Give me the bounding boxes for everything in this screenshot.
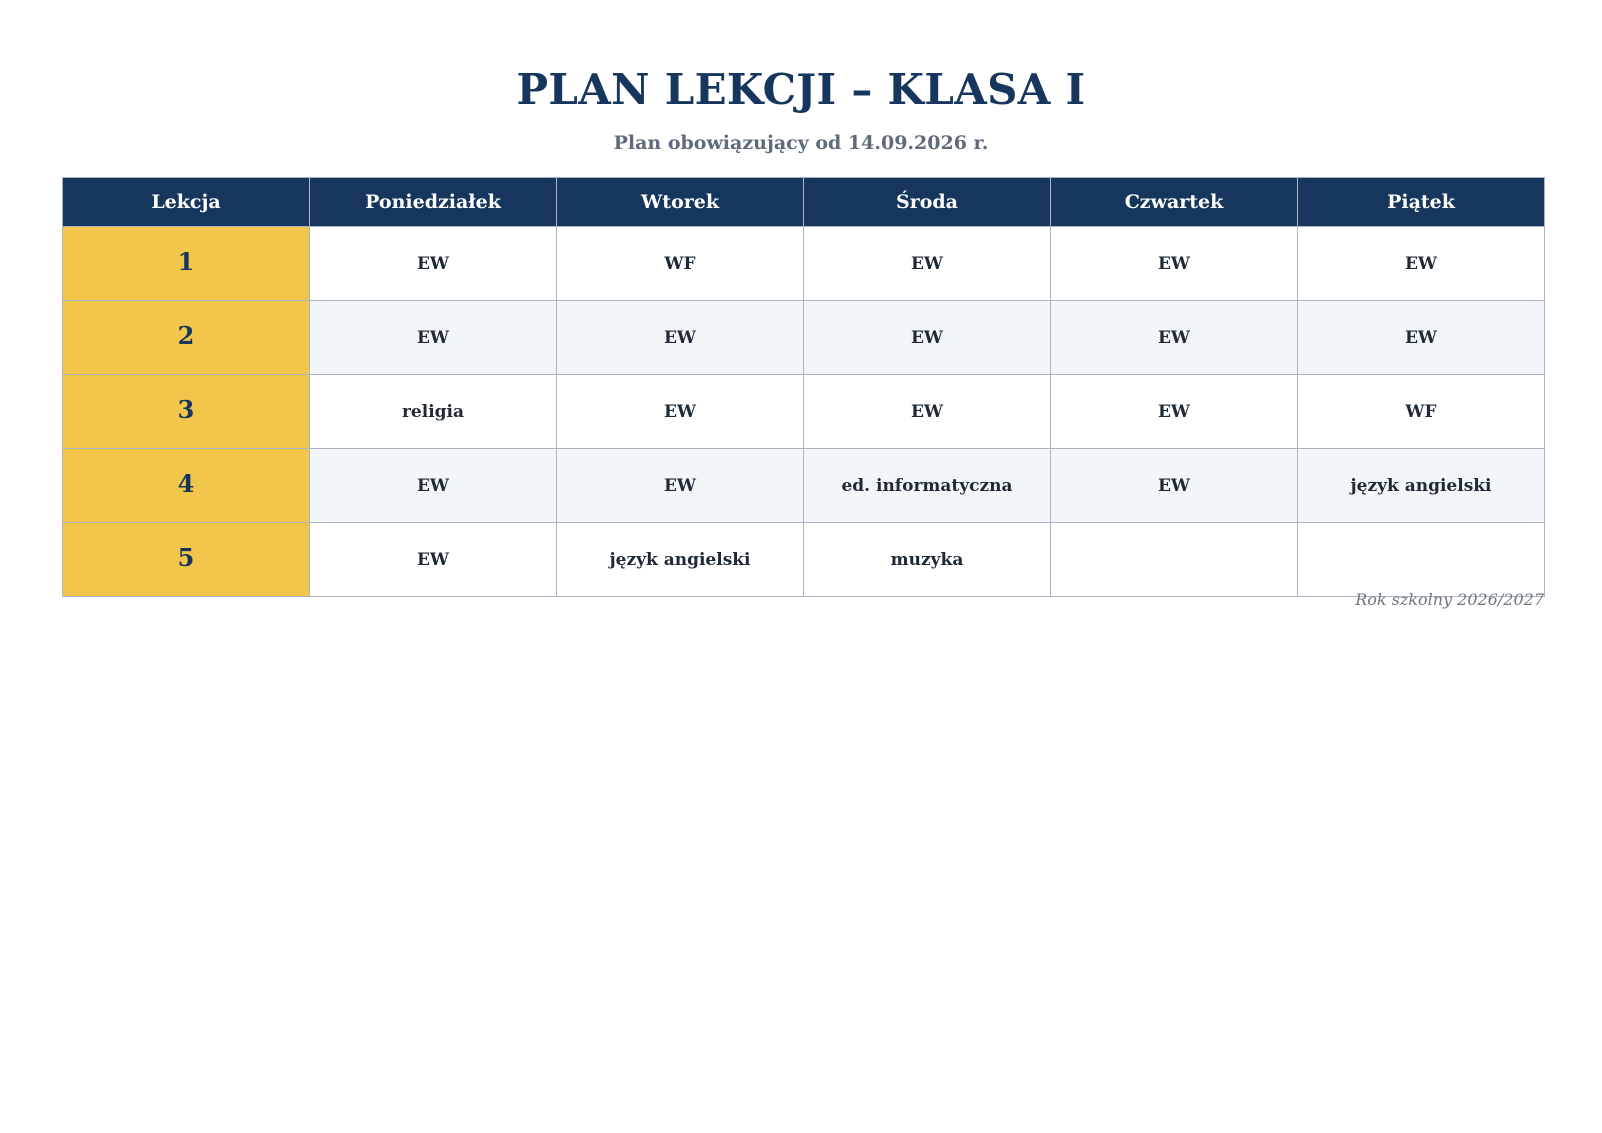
table-cell: EW: [310, 227, 557, 301]
table-row: [63, 449, 1545, 523]
page-title: PLAN LEKCJI – KLASA I: [516, 65, 1086, 114]
table-cell: EW: [1051, 227, 1298, 301]
table-cell: EW: [804, 375, 1051, 449]
table-cell: EW: [310, 301, 557, 375]
table-cell: EW: [557, 449, 804, 523]
table-row: [63, 375, 1545, 449]
school-year-note: Rok szkolny 2026/2027: [1355, 590, 1544, 609]
table-cell: EW: [557, 375, 804, 449]
table-cell: muzyka: [804, 523, 1051, 597]
lesson-number: 1: [63, 227, 310, 301]
table-cell: język angielski: [557, 523, 804, 597]
lesson-number: 4: [63, 449, 310, 523]
table-row: [63, 301, 1545, 375]
lesson-number: 2: [63, 301, 310, 375]
table-cell: [1051, 523, 1298, 597]
table-cell: EW: [1051, 301, 1298, 375]
table-cell: WF: [1298, 375, 1545, 449]
table-cell: EW: [804, 301, 1051, 375]
table-cell: EW: [1051, 375, 1298, 449]
column-header-friday: Piątek: [1298, 178, 1545, 227]
page-subtitle: Plan obowiązujący od 14.09.2026 r.: [613, 132, 989, 154]
table-cell: EW: [804, 227, 1051, 301]
table-header-row: [63, 178, 1545, 227]
table-cell: ed. informatyczna: [804, 449, 1051, 523]
column-header-thursday: Czwartek: [1051, 178, 1298, 227]
table-cell: język angielski: [1298, 449, 1545, 523]
table-cell: EW: [557, 301, 804, 375]
lesson-number: 3: [63, 375, 310, 449]
column-header-lesson: Lekcja: [63, 178, 310, 227]
lesson-number: 5: [63, 523, 310, 597]
table-cell: EW: [1051, 449, 1298, 523]
column-header-tuesday: Wtorek: [557, 178, 804, 227]
column-header-wednesday: Środa: [804, 178, 1051, 227]
table-cell: [1298, 523, 1545, 597]
table-cell: EW: [1298, 227, 1545, 301]
table-row: [63, 523, 1545, 597]
table-cell: EW: [1298, 301, 1545, 375]
table-cell: EW: [310, 523, 557, 597]
table-cell: religia: [310, 375, 557, 449]
table-cell: WF: [557, 227, 804, 301]
column-header-monday: Poniedziałek: [310, 178, 557, 227]
schedule-table: [62, 177, 1545, 597]
table-cell: EW: [310, 449, 557, 523]
table-row: [63, 227, 1545, 301]
